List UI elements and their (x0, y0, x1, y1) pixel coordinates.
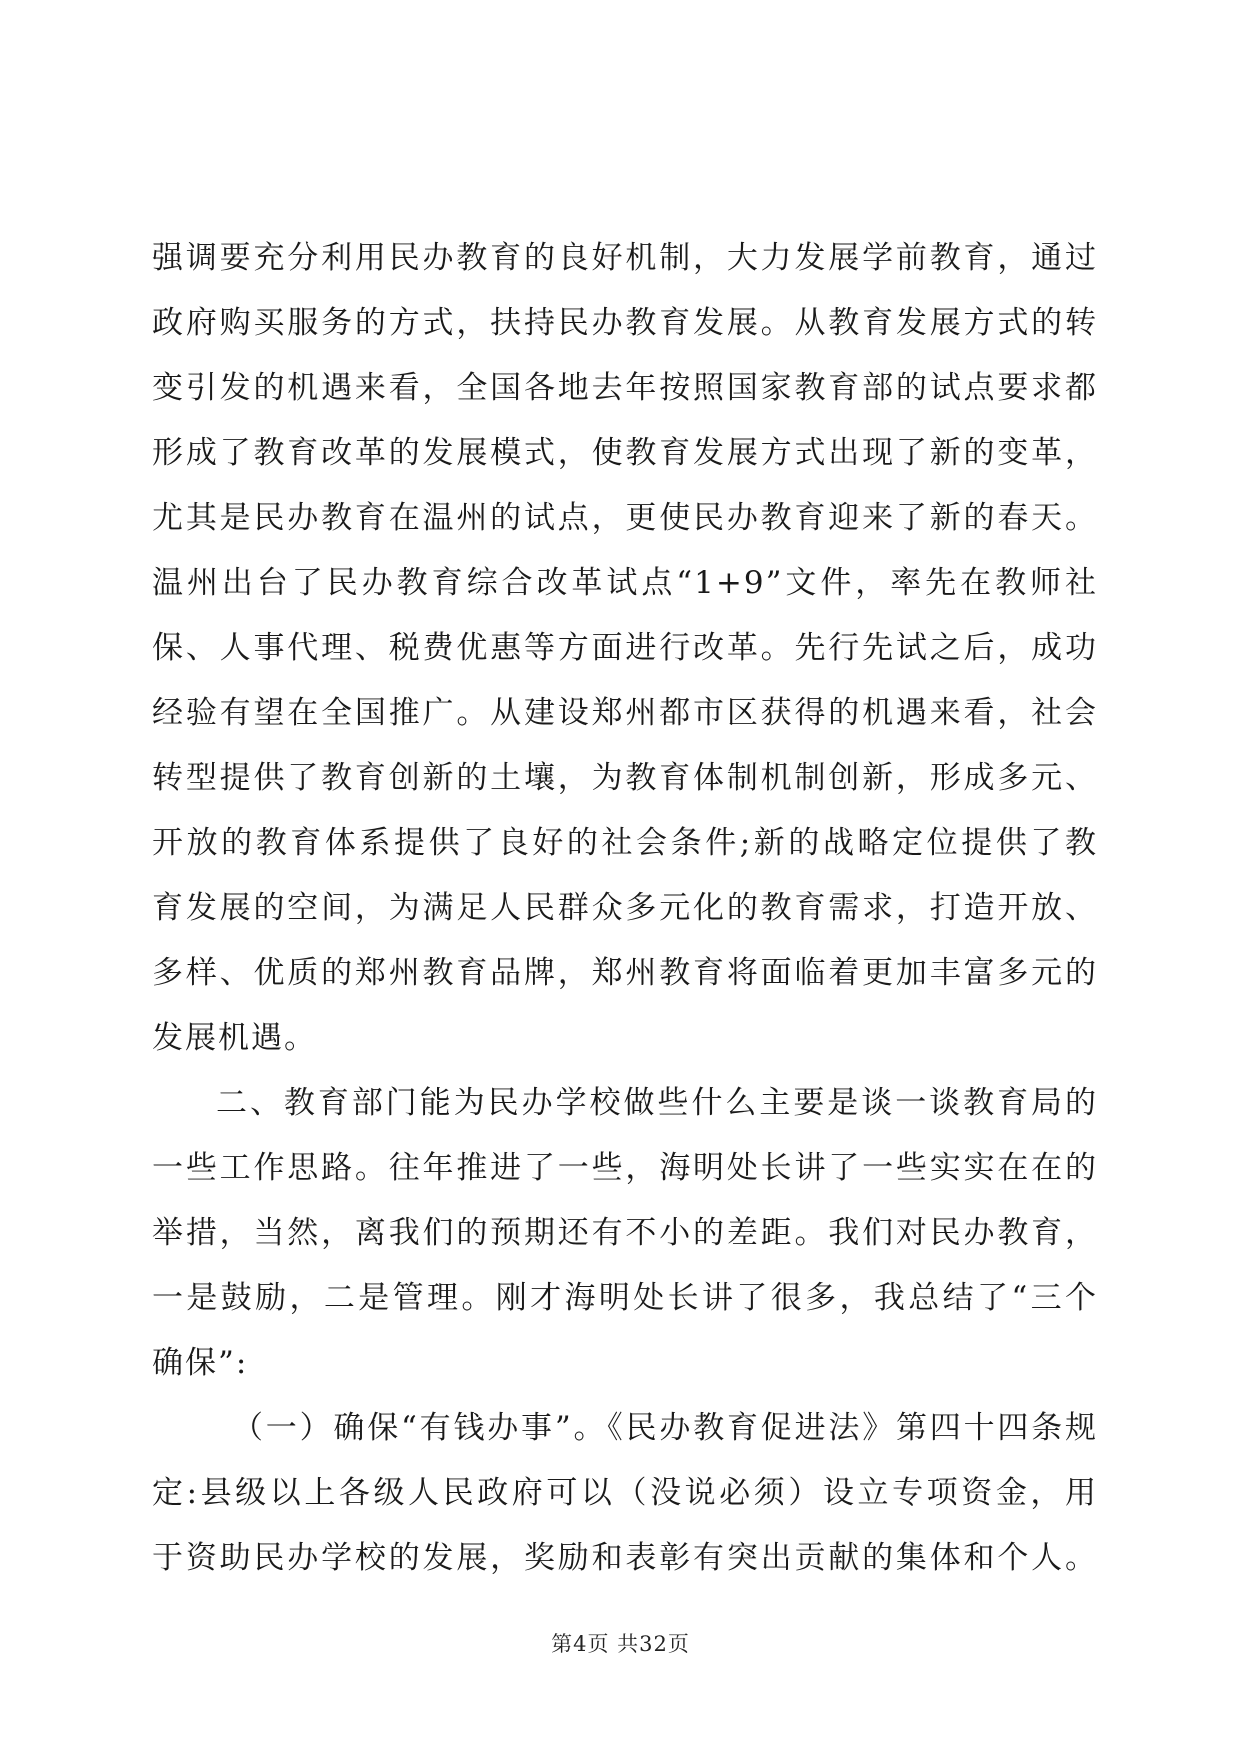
text-line: 开放的教育体系提供了良好的社会条件;新的战略定位提供了教 (152, 825, 1098, 861)
text-line: 育发展的空间，为满足人民群众多元化的教育需求，打造开放、 (152, 890, 1098, 926)
text-line: 多样、优质的郑州教育品牌，郑州教育将面临着更加丰富多元的 (152, 955, 1098, 991)
text-line: 于资助民办学校的发展，奖励和表彰有突出贡献的集体和个人。 (152, 1540, 1098, 1576)
text-line: 强调要充分利用民办教育的良好机制，大力发展学前教育，通过 (152, 240, 1098, 276)
text-line: 尤其是民办教育在温州的试点，更使民办教育迎来了新的春天。 (152, 500, 1098, 536)
text-line: 一些工作思路。往年推进了一些，海明处长讲了一些实实在在的 (152, 1150, 1098, 1186)
body-text (152, 226, 1098, 1591)
text-line: 政府购买服务的方式，扶持民办教育发展。从教育发展方式的转 (152, 305, 1098, 341)
page-footer: 第4页 共32页 (551, 1632, 690, 1656)
text-line: 经验有望在全国推广。从建设郑州都市区获得的机遇来看，社会 (152, 695, 1098, 731)
text-line: 举措，当然，离我们的预期还有不小的差距。我们对民办教育， (152, 1215, 1098, 1251)
text-line: 形成了教育改革的发展模式，使教育发展方式出现了新的变革， (152, 435, 1098, 471)
text-line: 一是鼓励，二是管理。刚才海明处长讲了很多，我总结了“三个 (152, 1280, 1098, 1316)
subsection-heading-line: （一）确保“有钱办事”。《民办教育促进法》第四十四条规 (232, 1410, 1098, 1446)
text-line: 转型提供了教育创新的土壤，为教育体制机制创新，形成多元、 (152, 760, 1098, 796)
text-line: 确保”: (152, 1345, 249, 1381)
text-line: 定:县级以上各级人民政府可以（没说必须）设立专项资金，用 (152, 1475, 1098, 1511)
text-line: 发展机遇。 (152, 1020, 317, 1056)
text-line: 变引发的机遇来看，全国各地去年按照国家教育部的试点要求都 (152, 370, 1098, 406)
text-line: 温州出台了民办教育综合改革试点“1+9”文件，率先在教师社 (152, 565, 1098, 601)
text-line: 保、人事代理、税费优惠等方面进行改革。先行先试之后，成功 (152, 630, 1098, 666)
paragraph-heading-line: 二、教育部门能为民办学校做些什么主要是谈一谈教育局的 (216, 1085, 1098, 1121)
